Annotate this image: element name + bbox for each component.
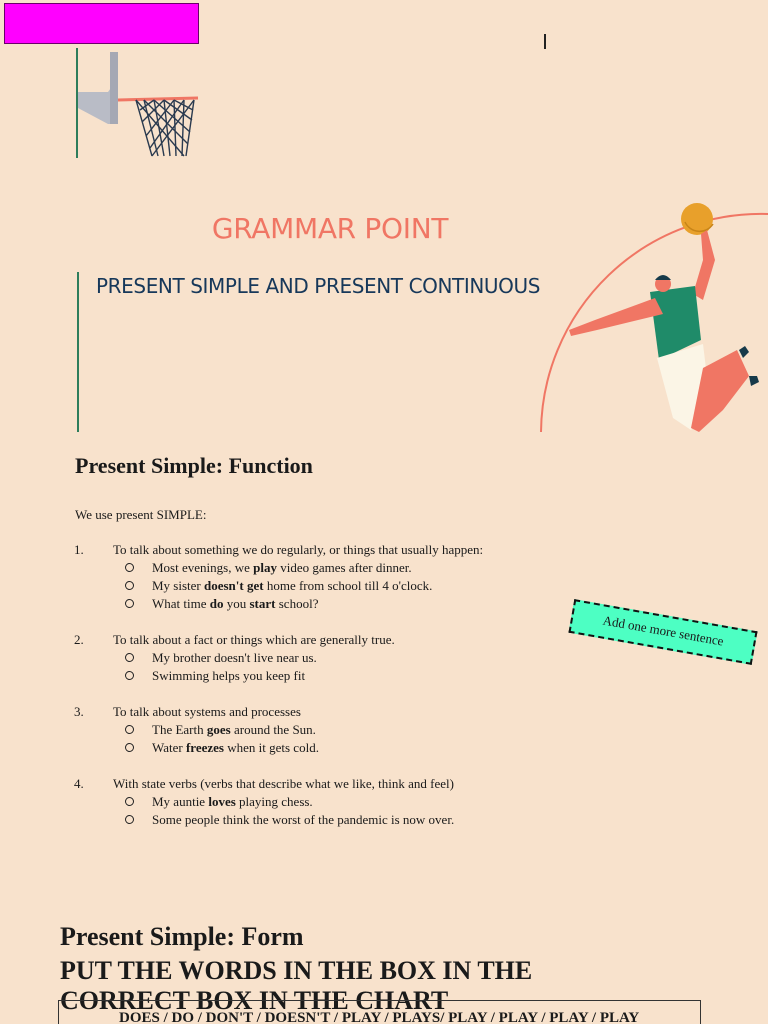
page-subtitle: PRESENT SIMPLE AND PRESENT CONTINUOUS — [96, 274, 541, 298]
example-sentence: My brother doesn't live near us. — [152, 650, 317, 665]
list-number: 1. — [74, 542, 84, 557]
word-box: DOES / DO / DON'T / DOESN'T / PLAY / PLAYS/ PLAY / PLAY / PLAY / PLAY — [58, 1000, 701, 1024]
list-number: 3. — [74, 704, 84, 719]
list-item-heading: To talk about something we do regularly, or things that usually happen: — [113, 542, 484, 557]
example-sentence: Most evenings, we play video games after dinner. — [152, 560, 412, 575]
bullet-icon — [125, 599, 134, 608]
form-heading: Present Simple: Form — [60, 922, 304, 951]
example-sentence: The Earth goes around the Sun. — [152, 722, 316, 737]
bullet-icon — [125, 563, 134, 572]
list-item-heading: To talk about a fact or things which are generally true. — [113, 632, 395, 647]
bullet-icon — [125, 671, 134, 680]
bullet-icon — [125, 725, 134, 734]
bullet-icon — [125, 797, 134, 806]
form-instruction: PUT THE WORDS IN THE BOX IN THE CORRECT BOX IN THE CHART — [60, 956, 533, 1015]
accent-line — [77, 272, 79, 432]
function-heading: Present Simple: Function — [75, 453, 313, 478]
text-cursor — [544, 34, 546, 49]
basketball-hoop-icon — [72, 48, 202, 160]
bullet-icon — [125, 743, 134, 752]
list-number: 2. — [74, 632, 84, 647]
page-title: GRAMMAR POINT — [211, 212, 449, 245]
bullet-icon — [125, 653, 134, 662]
example-sentence: My auntie loves playing chess. — [152, 794, 313, 809]
bullet-icon — [125, 581, 134, 590]
bullet-icon — [125, 815, 134, 824]
highlight-box — [4, 3, 199, 44]
example-sentence: What time do you start school? — [152, 596, 319, 611]
list-item-heading: To talk about systems and processes — [113, 704, 301, 719]
example-sentence: Swimming helps you keep fit — [152, 668, 306, 683]
sticky-note-text: Add one more sentence — [601, 612, 725, 649]
example-sentence: Some people think the worst of the pandemic is now over. — [152, 812, 455, 827]
function-intro: We use present SIMPLE: — [75, 507, 207, 522]
example-sentence: My sister doesn't get home from school till 4 o'clock. — [152, 578, 433, 593]
example-sentence: Water freezes when it gets cold. — [152, 740, 319, 755]
list-number: 4. — [74, 776, 84, 791]
list-item-heading: With state verbs (verbs that describe what we like, think and feel) — [113, 776, 454, 791]
basketball-player-illustration — [535, 200, 768, 433]
